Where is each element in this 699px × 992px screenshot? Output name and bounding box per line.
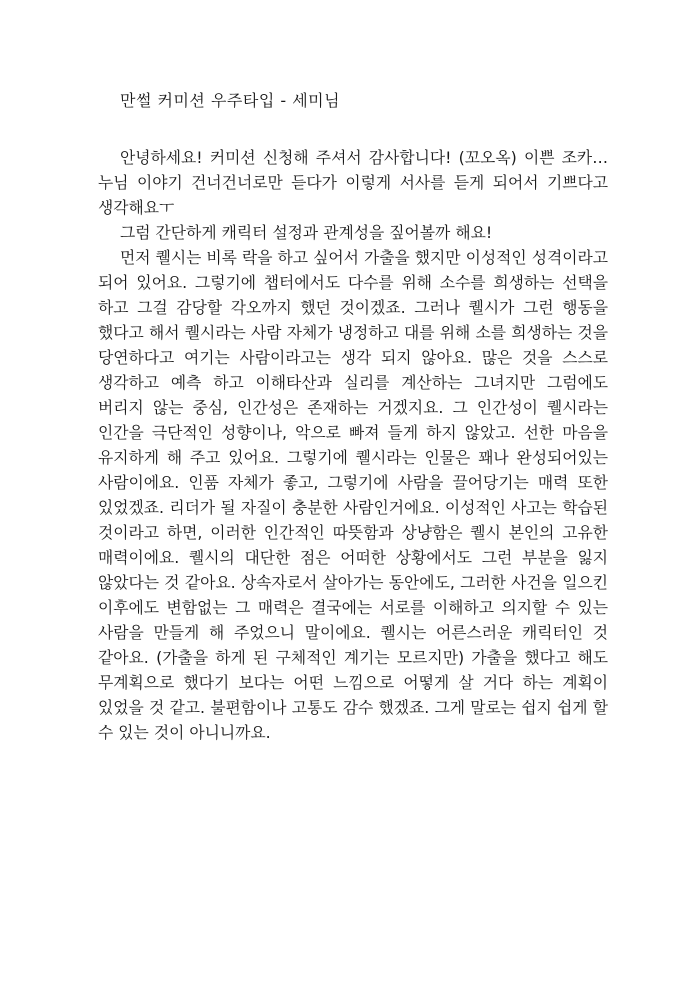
document-body [98, 145, 608, 745]
paragraph-greeting: 안녕하세요! 커미션 신청해 주셔서 감사합니다! (꼬오옥) 이쁜 조카… 누님 이야기 건너건너로만 듣다가 이렇게 서사를 듣게 되어서 기쁘다고 생각해요ㅜ [98, 148, 608, 217]
paragraph-analysis: 먼저 퀠시는 비록 락을 하고 싶어서 가출을 했지만 이성적인 성격이라고 되어 있어요. 그렇기에 챕터에서도 다수를 위해 소수를 희생하는 선택을 하고 그걸 감당할 각오까지 했던 것이겠죠. 그러나 퀠시가 그런 행동을 했다고 해서 퀠시라는 사람 자체가 냉정하고 대를 위해 소를 희생하는 것을 당연하다고 여기는 사람이라고는 생각 되지 않아요. 많은 것을 스스로 생각하고 예측 하고 이해타산과 실리를 계산하는 그녀지만 그럼에도 버리지 않는 중심, 인간성은 존재하는 거겠지요. 그 인간성이 퀠시라는 인간을 극단적인 성향이나, 악으로 빠져 들게 하지 않았고. 선한 마음을 유지하게 해 주고 있어요. 그렇기에 퀠시라는 인물은 꽤나 완성되어있는 사람이에요. 인품 자체가 좋고, 그렇기에 사람을 끌어당기는 매력 또한 있었겠죠. 리더가 될 자질이 충분한 사람인거에요. 이성적인 사고는 학습된 것이라고 하면, 이러한 인간적인 따뜻함과 상냥함은 퀠시 본인의 고유한 매력이에요. 퀠시의 대단한 점은 어떠한 상황에서도 그런 부분을 잃지 않았다는 것 같아요. 상속자로서 살아가는 동안에도, 그러한 사건을 일으킨 이후에도 변함없는 그 매력은 결국에는 서로를 이해하고 의지할 수 있는 사람을 만들게 해 주었으니 말이에요. 퀠시는 어른스러운 캐릭터인 것 같아요. (가출을 하게 된 구체적인 계기는 모르지만) 가출을 했다고 해도 무계획으로 했다기 보다는 어떤 느낌으로 어떻게 살 거다 하는 계획이 있었을 것 같고. 불편함이나 고통도 감수 했겠죠. 그게 말로는 쉽지 쉽게 할 수 있는 것이 아니니까요. [98, 248, 608, 742]
paragraph-intro: 그럼 간단하게 캐릭터 설정과 관계성을 짚어볼까 해요! [120, 223, 493, 242]
document-title: 만썰 커미션 우주타입 - 세미님 [120, 91, 341, 110]
